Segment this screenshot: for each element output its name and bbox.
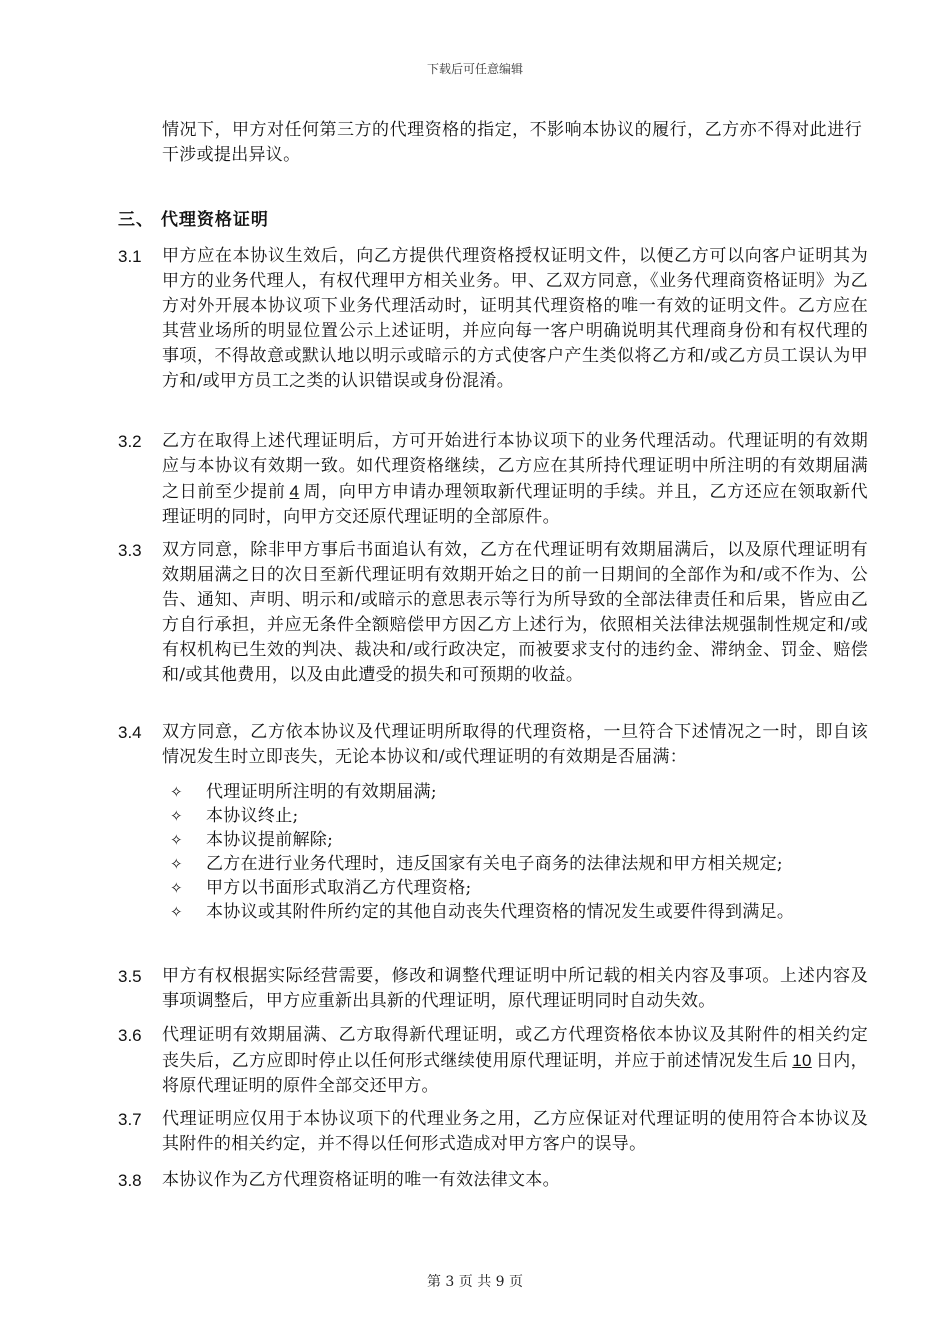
condition-list: [170, 780, 870, 924]
clause-number: 3.4: [118, 723, 142, 742]
clause-text: [162, 429, 868, 530]
clause-text: 本协议作为乙方代理资格证明的唯一有效法律文本。: [162, 1170, 560, 1190]
clause-number: 3.6: [118, 1026, 142, 1045]
days-value: 10: [792, 1051, 812, 1070]
clause-number: 3.7: [118, 1110, 142, 1129]
clause-text: 双方同意，乙方依本协议及代理证明所取得的代理资格，一旦符合下述情况之一时，即自该情况发生时立即丧失，无论本协议和/或代理证明的有效期是否届满：: [162, 722, 868, 767]
list-item: ✧ 本协议提前解除;: [170, 830, 334, 850]
clause-text: 甲方应在本协议生效后，向乙方提供代理资格授权证明文件，以便乙方可以向客户证明其为甲方的业务代理人，有权代理甲方相关业务。甲、乙双方同意，《业务代理商资格证明》为乙方对外开展本协议项下业务代理活动时，证明其代理资格的唯一有效的证明文件。乙方应在其营业场所的明显位置公示上述证明，并应向每一客户明确说明其代理商身份和有权代理的事项，不得故意或默认地以明示或暗示的方式使客户产生类似将乙方和/或乙方员工误认为甲方和/或甲方员工之类的认识错误或身份混淆。: [162, 246, 868, 391]
clause-number: 3.5: [118, 967, 142, 986]
clause-text-part: 代理证明有效期届满、乙方取得新代理证明，或乙方代理资格依本协议及其附件的相关约定丧失后，乙方应即时停止以任何形式继续使用原代理证明，并应于前述情况发生后: [162, 1025, 868, 1071]
diamond-bullet-icon: ✧: [170, 903, 183, 921]
diamond-bullet-icon: ✧: [170, 783, 183, 801]
clause-number: 3.1: [118, 247, 142, 266]
clause-number: 3.3: [118, 541, 142, 560]
clause-text-part: 周，向甲方申请办理领取新代理证明的手续。并且，乙方还应在领取新代理证明的同时，向甲方交还原代理证明的全部原件。: [162, 482, 868, 527]
intro-paragraph: 情况下，甲方对任何第三方的代理资格的指定，不影响本协议的履行，乙方亦不得对此进行干涉或提出异议。: [162, 120, 862, 165]
clause-text-part: 乙方在取得上述代理证明后，方可开始进行本协议项下的业务代理活动。代理证明的有效期应与本协议有效期一致。如代理资格继续，乙方应在其所持代理证明中所注明的有效期届满之日前至少提前: [162, 431, 868, 502]
section-title: 三、 代理资格证明: [118, 210, 269, 230]
clause-text: [162, 1023, 868, 1099]
clause-text-part: 日内，将原代理证明的原件全部交还甲方。: [162, 1051, 868, 1096]
clause-text: 代理证明应仅用于本协议项下的代理业务之用，乙方应保证对代理证明的使用符合本协议及其附件的相关约定，并不得以任何形式造成对甲方客户的误导。: [162, 1109, 868, 1154]
diamond-bullet-icon: ✧: [170, 807, 183, 825]
diamond-bullet-icon: ✧: [170, 855, 183, 873]
clause-number: 3.8: [118, 1171, 142, 1190]
weeks-value: 4: [289, 482, 300, 501]
clause-text: 甲方有权根据实际经营需要，修改和调整代理证明中所记载的相关内容及事项。上述内容及事项调整后，甲方应重新出具新的代理证明，原代理证明同时自动失效。: [162, 966, 868, 1011]
list-item: ✧ 代理证明所注明的有效期届满;: [170, 782, 437, 802]
list-item: ✧ 本协议终止;: [170, 806, 299, 826]
page-header: 下载后可任意编辑: [426, 62, 523, 76]
list-item: ✧ 乙方在进行业务代理时，违反国家有关电子商务的法律法规和甲方相关规定;: [170, 854, 783, 874]
page-footer: 第 3 页 共 9 页: [426, 1274, 524, 1290]
list-item: ✧ 甲方以书面形式取消乙方代理资格;: [170, 878, 472, 898]
diamond-bullet-icon: ✧: [170, 831, 183, 849]
list-item: ✧ 本协议或其附件所约定的其他自动丧失代理资格的情况发生或要件得到满足。: [170, 902, 795, 922]
diamond-bullet-icon: ✧: [170, 879, 183, 897]
clause-text: 双方同意，除非甲方事后书面追认有效，乙方在代理证明有效期届满后，以及原代理证明有效期届满之日的次日至新代理证明有效期开始之日的前一日期间的全部作为和/或不作为、公告、通知、声明、明示和/或暗示的意思表示等行为所导致的全部法律责任和后果，皆应由乙方自行承担，并应无条件全额赔偿甲方因乙方上述行为，依照相关法律法规强制性规定和/或有权机构已生效的判决、裁决和/或行政决定，而被要求支付的违约金、滞纳金、罚金、赔偿和/或其他费用，以及由此遭受的损失和可预期的收益。: [162, 540, 868, 685]
clause-number: 3.2: [118, 432, 142, 451]
